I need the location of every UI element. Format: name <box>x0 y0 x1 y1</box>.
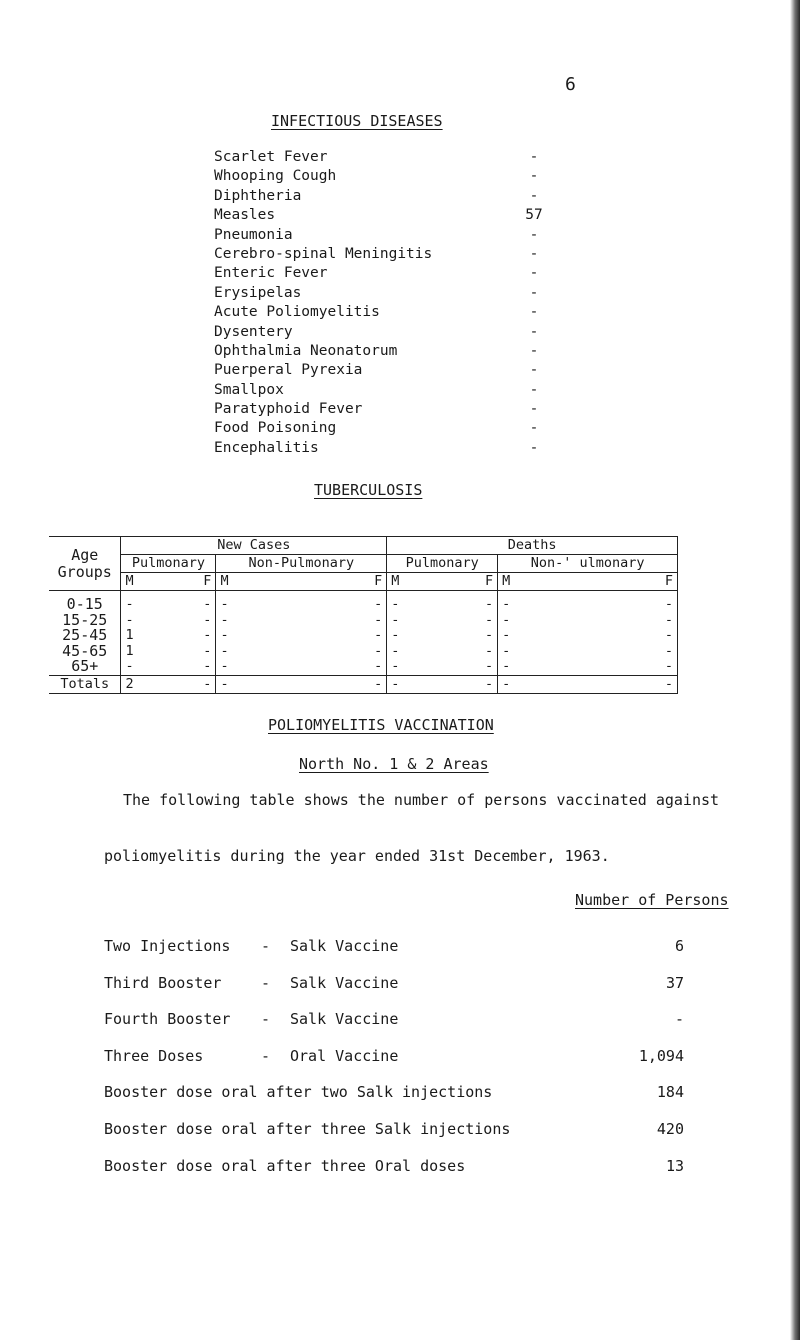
table-cell: - <box>435 591 498 613</box>
disease-name: Whooping Cough <box>214 168 337 185</box>
disease-name: Pneumonia <box>214 226 293 243</box>
list-item <box>214 342 544 361</box>
disease-name: Scarlet Fever <box>214 149 328 165</box>
vaccine-type: Salk Vaccine <box>290 973 399 992</box>
disease-name: Erysipelas <box>214 284 302 301</box>
age-group: 25-45 <box>49 628 121 644</box>
table-cell: - <box>264 628 387 644</box>
table-cell: - <box>168 644 216 660</box>
disease-name: Ophthalmia Neonatorum <box>214 342 398 359</box>
separator-dash: - <box>261 937 271 955</box>
list-item <box>104 1111 684 1148</box>
table-cell: - <box>216 675 264 693</box>
table-cell: - <box>125 596 134 612</box>
table-cell: - <box>391 596 400 612</box>
table-cell: - <box>502 611 511 628</box>
disease-count: - <box>529 265 539 282</box>
vaccination-label: Booster dose oral after three Oral doses <box>104 1156 466 1175</box>
table-cell: - <box>168 591 216 613</box>
table-row <box>49 591 678 613</box>
disease-name: Cerebro-spinal Meningitis <box>214 245 433 262</box>
persons-count: 6 <box>674 937 684 955</box>
age-groups-header: Age Groups <box>49 537 121 591</box>
persons-count: 13 <box>665 1156 684 1175</box>
disease-name: Dysentery <box>214 323 293 340</box>
sex-header: F <box>546 573 678 591</box>
table-cell: - <box>168 675 216 693</box>
list-item <box>214 419 544 438</box>
deaths-header: Deaths <box>387 537 678 555</box>
table-cell: - <box>264 613 387 629</box>
table-cell: - <box>498 659 546 675</box>
disease-name: Encephalitis <box>214 439 319 456</box>
sex-header: M <box>498 573 546 591</box>
disease-name: Puerperal Pyrexia <box>214 362 363 379</box>
table-cell: - <box>220 642 229 659</box>
disease-count: - <box>529 381 539 398</box>
table-cell: - <box>546 644 678 660</box>
sex-header: M <box>216 573 264 591</box>
table-cell: - <box>435 628 498 644</box>
vaccination-list <box>104 928 684 1184</box>
disease-count: - <box>529 439 539 456</box>
sex-header: F <box>435 573 498 591</box>
list-item <box>214 264 544 283</box>
vaccine-type: Salk Vaccine <box>290 1010 399 1029</box>
table-cell: - <box>502 596 511 612</box>
disease-name: Measles <box>214 207 276 224</box>
list-item <box>214 187 544 206</box>
table-cell: 2 <box>121 675 168 693</box>
table-cell: - <box>435 675 498 693</box>
sex-header: F <box>264 573 387 591</box>
polio-intro-line-1: The following table shows the number of persons vaccinated against <box>123 791 720 809</box>
table-cell: - <box>435 644 498 660</box>
disease-count: - <box>529 401 539 418</box>
table-cell: - <box>220 611 229 628</box>
disease-count: - <box>529 362 539 379</box>
vaccination-label: Fourth Booster <box>104 1010 231 1029</box>
table-cell: - <box>391 627 400 644</box>
polio-areas-subtitle: North No. 1 & 2 Areas <box>299 755 489 773</box>
table-cell: - <box>216 659 264 675</box>
age-group: 45-65 <box>49 644 121 660</box>
sex-header: M <box>121 573 168 591</box>
age-group: 0-15 <box>49 591 121 613</box>
table-cell: - <box>264 659 387 675</box>
vaccination-label: Third Booster <box>104 973 222 992</box>
table-row <box>49 659 678 675</box>
vaccine-type: Salk Vaccine <box>290 937 399 955</box>
disease-count: - <box>529 149 539 165</box>
list-item <box>104 1001 684 1038</box>
new-cases-header: New Cases <box>121 537 387 555</box>
totals-row <box>49 675 678 693</box>
disease-count: 57 <box>525 207 543 224</box>
sex-header: F <box>168 573 216 591</box>
vaccination-label: Booster dose oral after three Salk injections <box>104 1119 511 1138</box>
table-cell: - <box>168 628 216 644</box>
vaccine-type: Oral Vaccine <box>290 1046 399 1065</box>
table-cell: - <box>168 613 216 629</box>
disease-count: - <box>529 168 539 185</box>
table-cell: - <box>220 596 229 612</box>
persons-count: 1,094 <box>638 1046 684 1065</box>
age-group: 65+ <box>49 659 121 675</box>
number-of-persons-header: Number of Persons <box>575 891 729 909</box>
separator-dash: - <box>261 1046 271 1065</box>
page-number: 6 <box>565 74 576 95</box>
table-cell: - <box>121 659 168 675</box>
polio-intro-line-2: poliomyelitis during the year ended 31st December, 1963. <box>104 847 610 865</box>
table-row <box>49 644 678 660</box>
persons-count: 37 <box>665 973 684 992</box>
table-cell: - <box>546 628 678 644</box>
disease-count: - <box>529 342 539 359</box>
tuberculosis-title: TUBERCULOSIS <box>314 481 423 499</box>
disease-name: Enteric Fever <box>214 265 328 282</box>
infectious-diseases-list <box>214 148 544 458</box>
table-cell: - <box>264 644 387 660</box>
totals-label: Totals <box>49 675 121 693</box>
list-item <box>214 361 544 380</box>
table-cell: - <box>546 613 678 629</box>
sex-header: M <box>387 573 435 591</box>
table-cell: - <box>502 642 511 659</box>
table-cell: - <box>546 591 678 613</box>
list-item <box>214 303 544 322</box>
vaccination-label: Two Injections <box>104 937 231 955</box>
disease-name: Acute Poliomyelitis <box>214 304 380 321</box>
persons-count: 420 <box>656 1119 684 1138</box>
list-item <box>104 965 684 1002</box>
table-cell: 1 <box>125 642 134 659</box>
list-item <box>214 167 544 186</box>
disease-count: - <box>529 420 539 437</box>
disease-name: Diphtheria <box>214 187 302 204</box>
persons-count: 184 <box>656 1083 684 1102</box>
table-cell: - <box>435 613 498 629</box>
scan-edge-shadow <box>790 0 800 1340</box>
disease-name: Paratyphoid Fever <box>214 401 363 418</box>
table-cell: - <box>125 611 134 628</box>
list-item <box>214 206 544 225</box>
disease-count: - <box>529 304 539 321</box>
polio-vaccination-title: POLIOMYELITIS VACCINATION <box>268 716 494 734</box>
disease-count: - <box>529 226 539 243</box>
table-cell: - <box>502 627 511 644</box>
separator-dash: - <box>261 973 271 992</box>
separator-dash: - <box>261 1010 271 1029</box>
table-cell: - <box>264 591 387 613</box>
list-item <box>214 381 544 400</box>
list-item <box>104 928 684 965</box>
deaths-pulmonary-header: Pulmonary <box>387 555 498 573</box>
list-item <box>214 400 544 419</box>
disease-count: - <box>529 187 539 204</box>
deaths-non-pulmonary-header: Non-' ulmonary <box>498 555 678 573</box>
disease-count: - <box>529 284 539 301</box>
disease-count: - <box>529 323 539 340</box>
table-row <box>49 613 678 629</box>
list-item <box>104 1038 684 1075</box>
list-item <box>104 1148 684 1185</box>
disease-name: Food Poisoning <box>214 420 337 437</box>
table-cell: - <box>220 627 229 644</box>
table-cell: - <box>168 659 216 675</box>
age-group: 15-25 <box>49 613 121 629</box>
table-cell: - <box>387 659 435 675</box>
disease-name: Smallpox <box>214 381 284 398</box>
table-cell: - <box>435 659 498 675</box>
list-item <box>104 1074 684 1111</box>
tuberculosis-table <box>49 536 678 694</box>
table-cell: - <box>387 675 435 693</box>
new-pulmonary-header: Pulmonary <box>121 555 216 573</box>
infectious-diseases-title: INFECTIOUS DISEASES <box>271 112 443 130</box>
list-item <box>214 323 544 342</box>
disease-count: - <box>529 245 539 262</box>
table-cell: - <box>546 675 678 693</box>
persons-count: - <box>674 1010 684 1029</box>
list-item <box>214 148 544 167</box>
vaccination-label: Booster dose oral after two Salk injections <box>104 1083 493 1102</box>
list-item <box>214 284 544 303</box>
table-cell: - <box>498 675 546 693</box>
new-non-pulmonary-header: Non-Pulmonary <box>216 555 387 573</box>
list-item <box>214 226 544 245</box>
table-cell: - <box>546 659 678 675</box>
table-row <box>49 628 678 644</box>
list-item <box>214 245 544 264</box>
table-cell: - <box>391 642 400 659</box>
table-cell: 1 <box>125 627 134 644</box>
list-item <box>214 439 544 458</box>
table-cell: - <box>391 611 400 628</box>
table-cell: - <box>264 675 387 693</box>
vaccination-label: Three Doses <box>104 1046 204 1065</box>
